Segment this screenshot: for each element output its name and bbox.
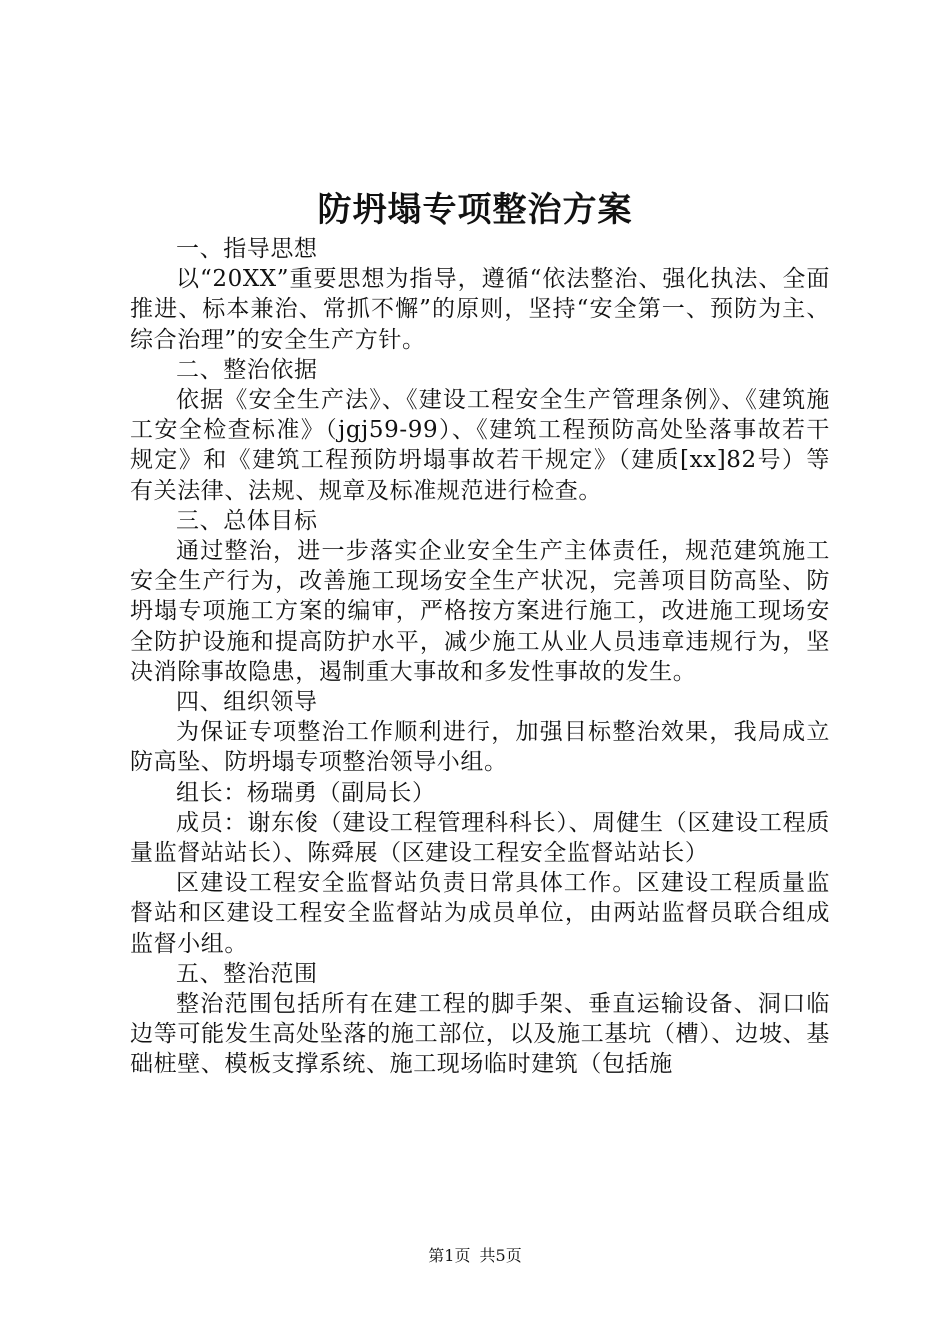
document-body <box>130 234 830 1080</box>
page-number-total: 共5页 <box>479 1246 522 1265</box>
body-paragraph: 以“20XX”重要思想为指导，遵循“依法整治、强化执法、全面推进、标本兼治、常抓不懈”的原则，坚持“安全第一、预防为主、综合治理”的安全生产方针。 <box>130 266 830 353</box>
page-number-current: 第1页 <box>428 1246 471 1265</box>
body-paragraph: 依据《安全生产法》、《建设工程安全生产管理条例》、《建筑施工安全检查标准》（jgj59-99）、《建筑工程预防高处坠落事故若干规定》和《建筑工程预防坍塌事故若干规定》（建质[xx]82号）等有关法律、法规、规章及标准规范进行检查。 <box>130 387 830 504</box>
page-footer <box>0 1244 950 1268</box>
body-paragraph: 组长：杨瑞勇（副局长） <box>176 779 436 806</box>
body-paragraph: 整治范围包括所有在建工程的脚手架、垂直运输设备、洞口临边等可能发生高处坠落的施工部位，以及施工基坑（槽）、边坡、基础桩壁、模板支撑系统、施工现场临时建筑（包括施 <box>130 991 830 1078</box>
body-paragraph: 通过整治，进一步落实企业安全生产主体责任，规范建筑施工安全生产行为，改善施工现场安全生产状况，完善项目防高坠、防坍塌专项施工方案的编审，严格按方案进行施工，改进施工现场安全防护设施和提高防护水平，减少施工从业人员违章违规行为，坚决消除事故隐患，遏制重大事故和多发性事故的发生。 <box>130 538 830 685</box>
section-heading: 五、整治范围 <box>176 960 318 987</box>
section-heading: 一、指导思想 <box>176 236 318 262</box>
document-title: 防坍塌专项整治方案 <box>317 190 633 230</box>
body-paragraph: 为保证专项整治工作顺利进行，加强目标整治效果，我局成立防高坠、防坍塌专项整治领导小组。 <box>130 719 830 776</box>
section-heading: 四、组织领导 <box>176 689 318 716</box>
body-paragraph: 成员：谢东俊（建设工程管理科科长）、周健生（区建设工程质量监督站站长）、陈舜展（区建设工程安全监督站站长） <box>130 809 830 867</box>
section-heading: 二、整治依据 <box>176 356 318 383</box>
body-paragraph: 区建设工程安全监督站负责日常具体工作。区建设工程质量监督站和区建设工程安全监督站为成员单位，由两站监督员联合组成监督小组。 <box>130 870 830 957</box>
section-heading: 三、总体目标 <box>176 507 318 534</box>
